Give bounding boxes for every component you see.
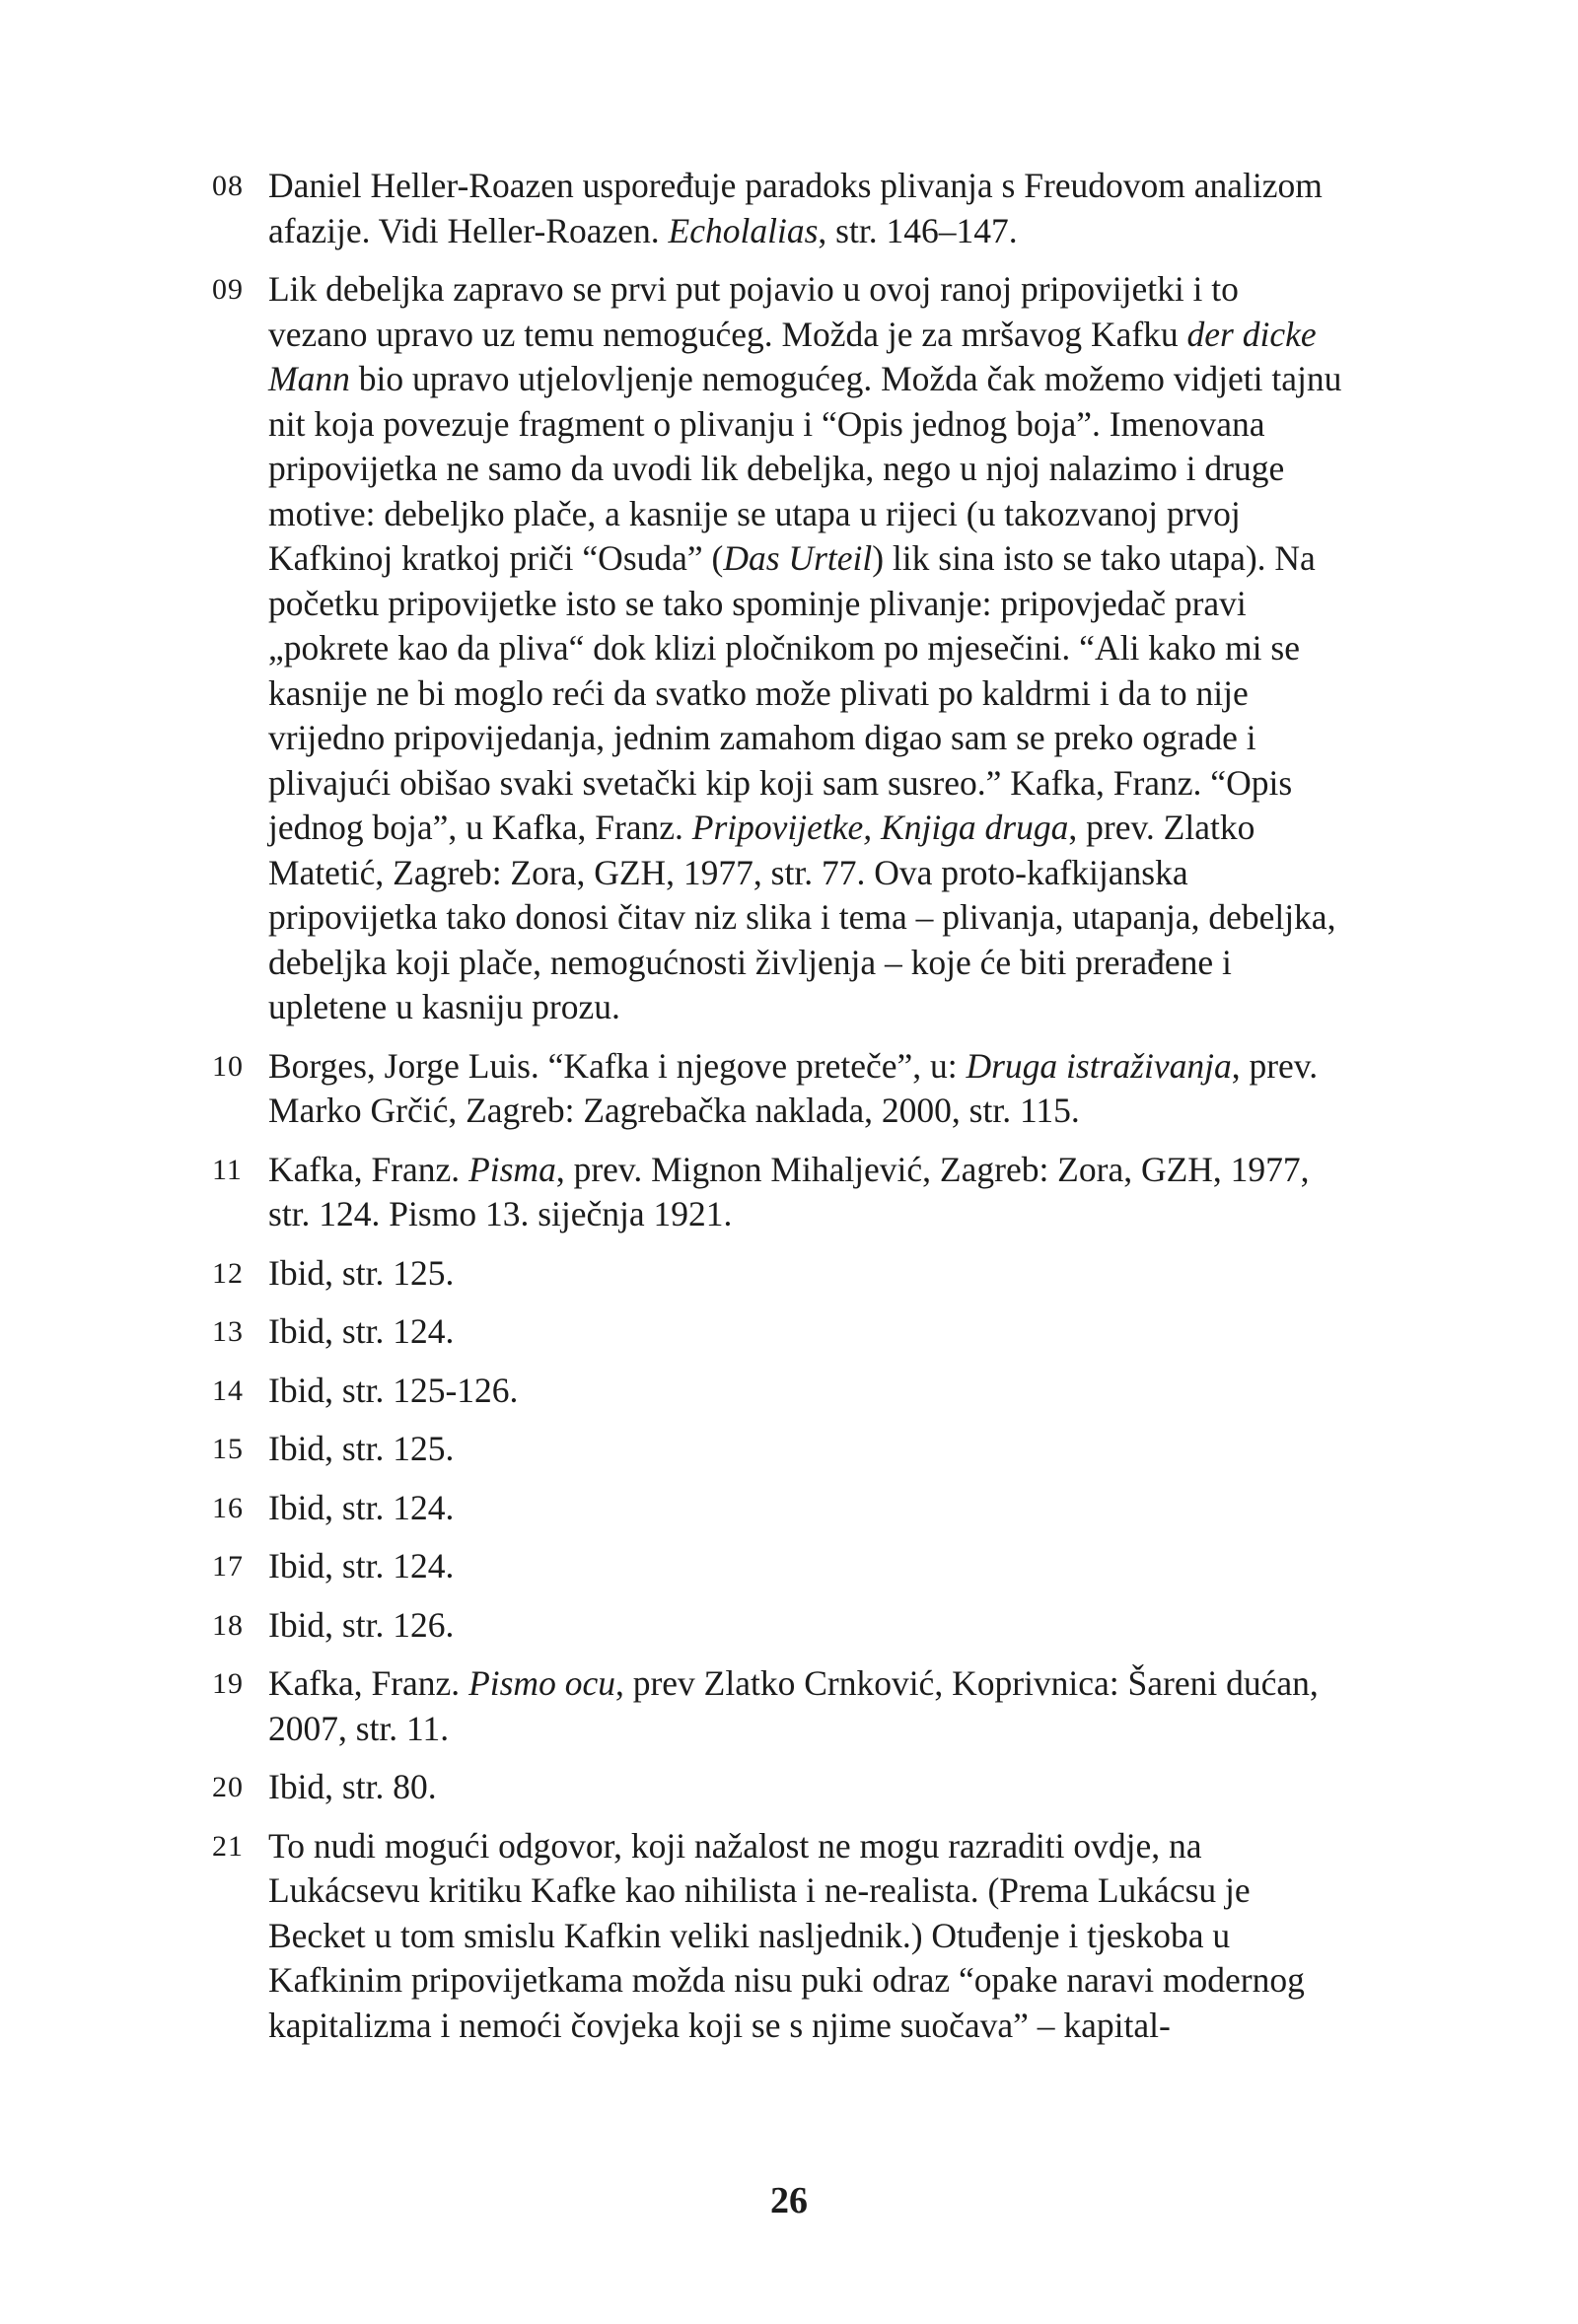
text-run: Ibid, str. 126.	[268, 1604, 455, 1645]
text-run: , prev. Zlatko Matetić, Zagreb: Zora, GZH, 1977, str. 77. Ova proto-kafkijanska pripovijetka tako donosi čitav niz slika i tema – plivanja, utapanja, debeljka, debeljka koji plače, nemogućnosti življenja – koje će biti prerađene i upletene u kasniju prozu.	[268, 808, 1336, 1026]
text-run: Kafka, Franz.	[268, 1663, 469, 1703]
endnote-21	[212, 1824, 1346, 2049]
endnote-number: 09	[212, 273, 244, 306]
endnote-text	[268, 267, 1346, 1030]
endnote-12	[212, 1251, 1346, 1297]
text-run: Ibid, str. 124.	[268, 1311, 455, 1351]
endnote-16	[212, 1486, 1346, 1531]
text-run: , prev. Marko Grčić, Zagreb: Zagrebačka naklada, 2000, str. 115.	[268, 1045, 1319, 1130]
text-run: Ibid, str. 80.	[268, 1767, 437, 1806]
text-run: bio upravo utjelovljenje nemogućeg. Možda čak možemo vidjeti tajnu nit koja povezuje fragment o plivanju i “Opis jednog boja”. Imenovana pripovijetka ne samo da uvodi lik debeljka, nego u njoj nalazimo i druge motive: debeljko plače, a kasnije se utapa u rijeci (u takozvanoj prvoj Kafkinoj kratkoj priči “Osuda” (	[268, 359, 1342, 578]
italic-title: Pripovijetke, Knjiga druga	[691, 808, 1069, 847]
endnote-number: 10	[212, 1049, 244, 1083]
endnote-19	[212, 1661, 1346, 1751]
italic-title: Das Urteil	[723, 538, 873, 578]
endnote-number: 19	[212, 1667, 244, 1700]
text-run: Daniel Heller-Roazen uspoređuje paradoks plivanja s Freudovom analizom afazije. Vidi Heller-Roazen.	[268, 166, 1323, 250]
endnotes-list	[212, 164, 1346, 2062]
text-run: Ibid, str. 124.	[268, 1487, 455, 1527]
endnote-number: 21	[212, 1829, 244, 1863]
endnote-number: 18	[212, 1608, 244, 1642]
text-run: Ibid, str. 125-126.	[268, 1370, 519, 1410]
text-run: , prev. Mignon Mihaljević, Zagreb: Zora, GZH, 1977, str. 124. Pismo 13. siječnja 1921.	[268, 1149, 1310, 1233]
endnote-09	[212, 267, 1346, 1030]
endnote-number: 16	[212, 1491, 244, 1524]
text-run: Lik debeljka zapravo se prvi put pojavio u ovoj ranoj pripovijetki i to vezano upravo uz temu nemogućeg. Možda je za mršavog Kafku	[268, 269, 1239, 354]
endnote-14	[212, 1369, 1346, 1414]
endnote-text	[268, 1603, 1346, 1649]
endnote-08	[212, 164, 1346, 253]
italic-title: Echolalias	[668, 210, 819, 250]
endnote-text	[268, 1544, 1346, 1589]
endnote-text	[268, 1765, 1346, 1810]
endnote-text	[268, 1427, 1346, 1472]
endnote-text	[268, 1369, 1346, 1414]
endnote-text	[268, 1824, 1346, 2049]
endnote-10	[212, 1044, 1346, 1134]
text-run: To nudi mogući odgovor, koji nažalost ne mogu razraditi ovdje, na Lukácsevu kritiku Kafke kao nihilista i ne-realista. (Prema Lukácsu je Becket u tom smislu Kafkin veliki nasljednik.) Otuđenje i tjeskoba u Kafkinim pripovijetkama možda nisu puki odraz “opake naravi modernog kapitalizma i nemoći čovjeka koji se s njime suočava” – kapital-	[268, 1825, 1305, 2045]
endnote-number: 20	[212, 1771, 244, 1803]
endnote-number: 15	[212, 1433, 244, 1465]
endnote-17	[212, 1544, 1346, 1589]
endnote-text	[268, 1148, 1346, 1237]
italic-title: der dicke Mann	[268, 314, 1317, 398]
endnote-18	[212, 1603, 1346, 1649]
endnote-text	[268, 1661, 1346, 1751]
endnote-number: 12	[212, 1256, 244, 1290]
text-run: Ibid, str. 125.	[268, 1252, 455, 1293]
endnote-number: 17	[212, 1550, 244, 1583]
text-run: , prev Zlatko Crnković, Koprivnica: Šareni dućan, 2007, str. 11.	[268, 1663, 1319, 1748]
text-run: Kafka, Franz.	[268, 1149, 469, 1189]
endnote-text	[268, 1309, 1346, 1355]
italic-title: Druga istraživanja	[966, 1045, 1232, 1086]
text-run: Ibid, str. 124.	[268, 1546, 455, 1585]
italic-title: Pisma	[468, 1149, 556, 1189]
text-run: ) lik sina isto se tako utapa). Na početku pripovijetke isto se tako spominje plivanje: pripovjedač pravi „pokrete kao da pliva“ dok klizi pločnikom po mjesečini. “Ali kako mi se kasnije ne bi moglo reći da svatko može plivati po kaldrmi i da to nije vrijedno pripovijedanja, jednim zamahom digao sam se preko ograde i plivajući obišao svaki svetački kip koji sam susreo.” Kafka, Franz. “Opis jednog boja”, u Kafka, Franz.	[268, 538, 1316, 847]
endnote-number: 13	[212, 1315, 244, 1348]
endnote-number: 08	[212, 170, 244, 202]
page-number: 26	[770, 2180, 808, 2221]
endnote-text	[268, 1486, 1346, 1531]
text-run: Borges, Jorge Luis. “Kafka i njegove preteče”, u:	[268, 1045, 967, 1086]
endnote-number: 11	[212, 1153, 243, 1186]
endnote-number: 14	[212, 1373, 244, 1407]
endnote-text	[268, 1251, 1346, 1297]
text-run: , str. 146–147.	[818, 210, 1018, 250]
endnote-20	[212, 1765, 1346, 1810]
endnote-text	[268, 164, 1346, 253]
endnote-text	[268, 1044, 1346, 1134]
endnote-13	[212, 1309, 1346, 1355]
italic-title: Pismo ocu	[468, 1663, 615, 1703]
endnote-15	[212, 1427, 1346, 1472]
endnote-11	[212, 1148, 1346, 1237]
text-run: Ibid, str. 125.	[268, 1429, 455, 1468]
